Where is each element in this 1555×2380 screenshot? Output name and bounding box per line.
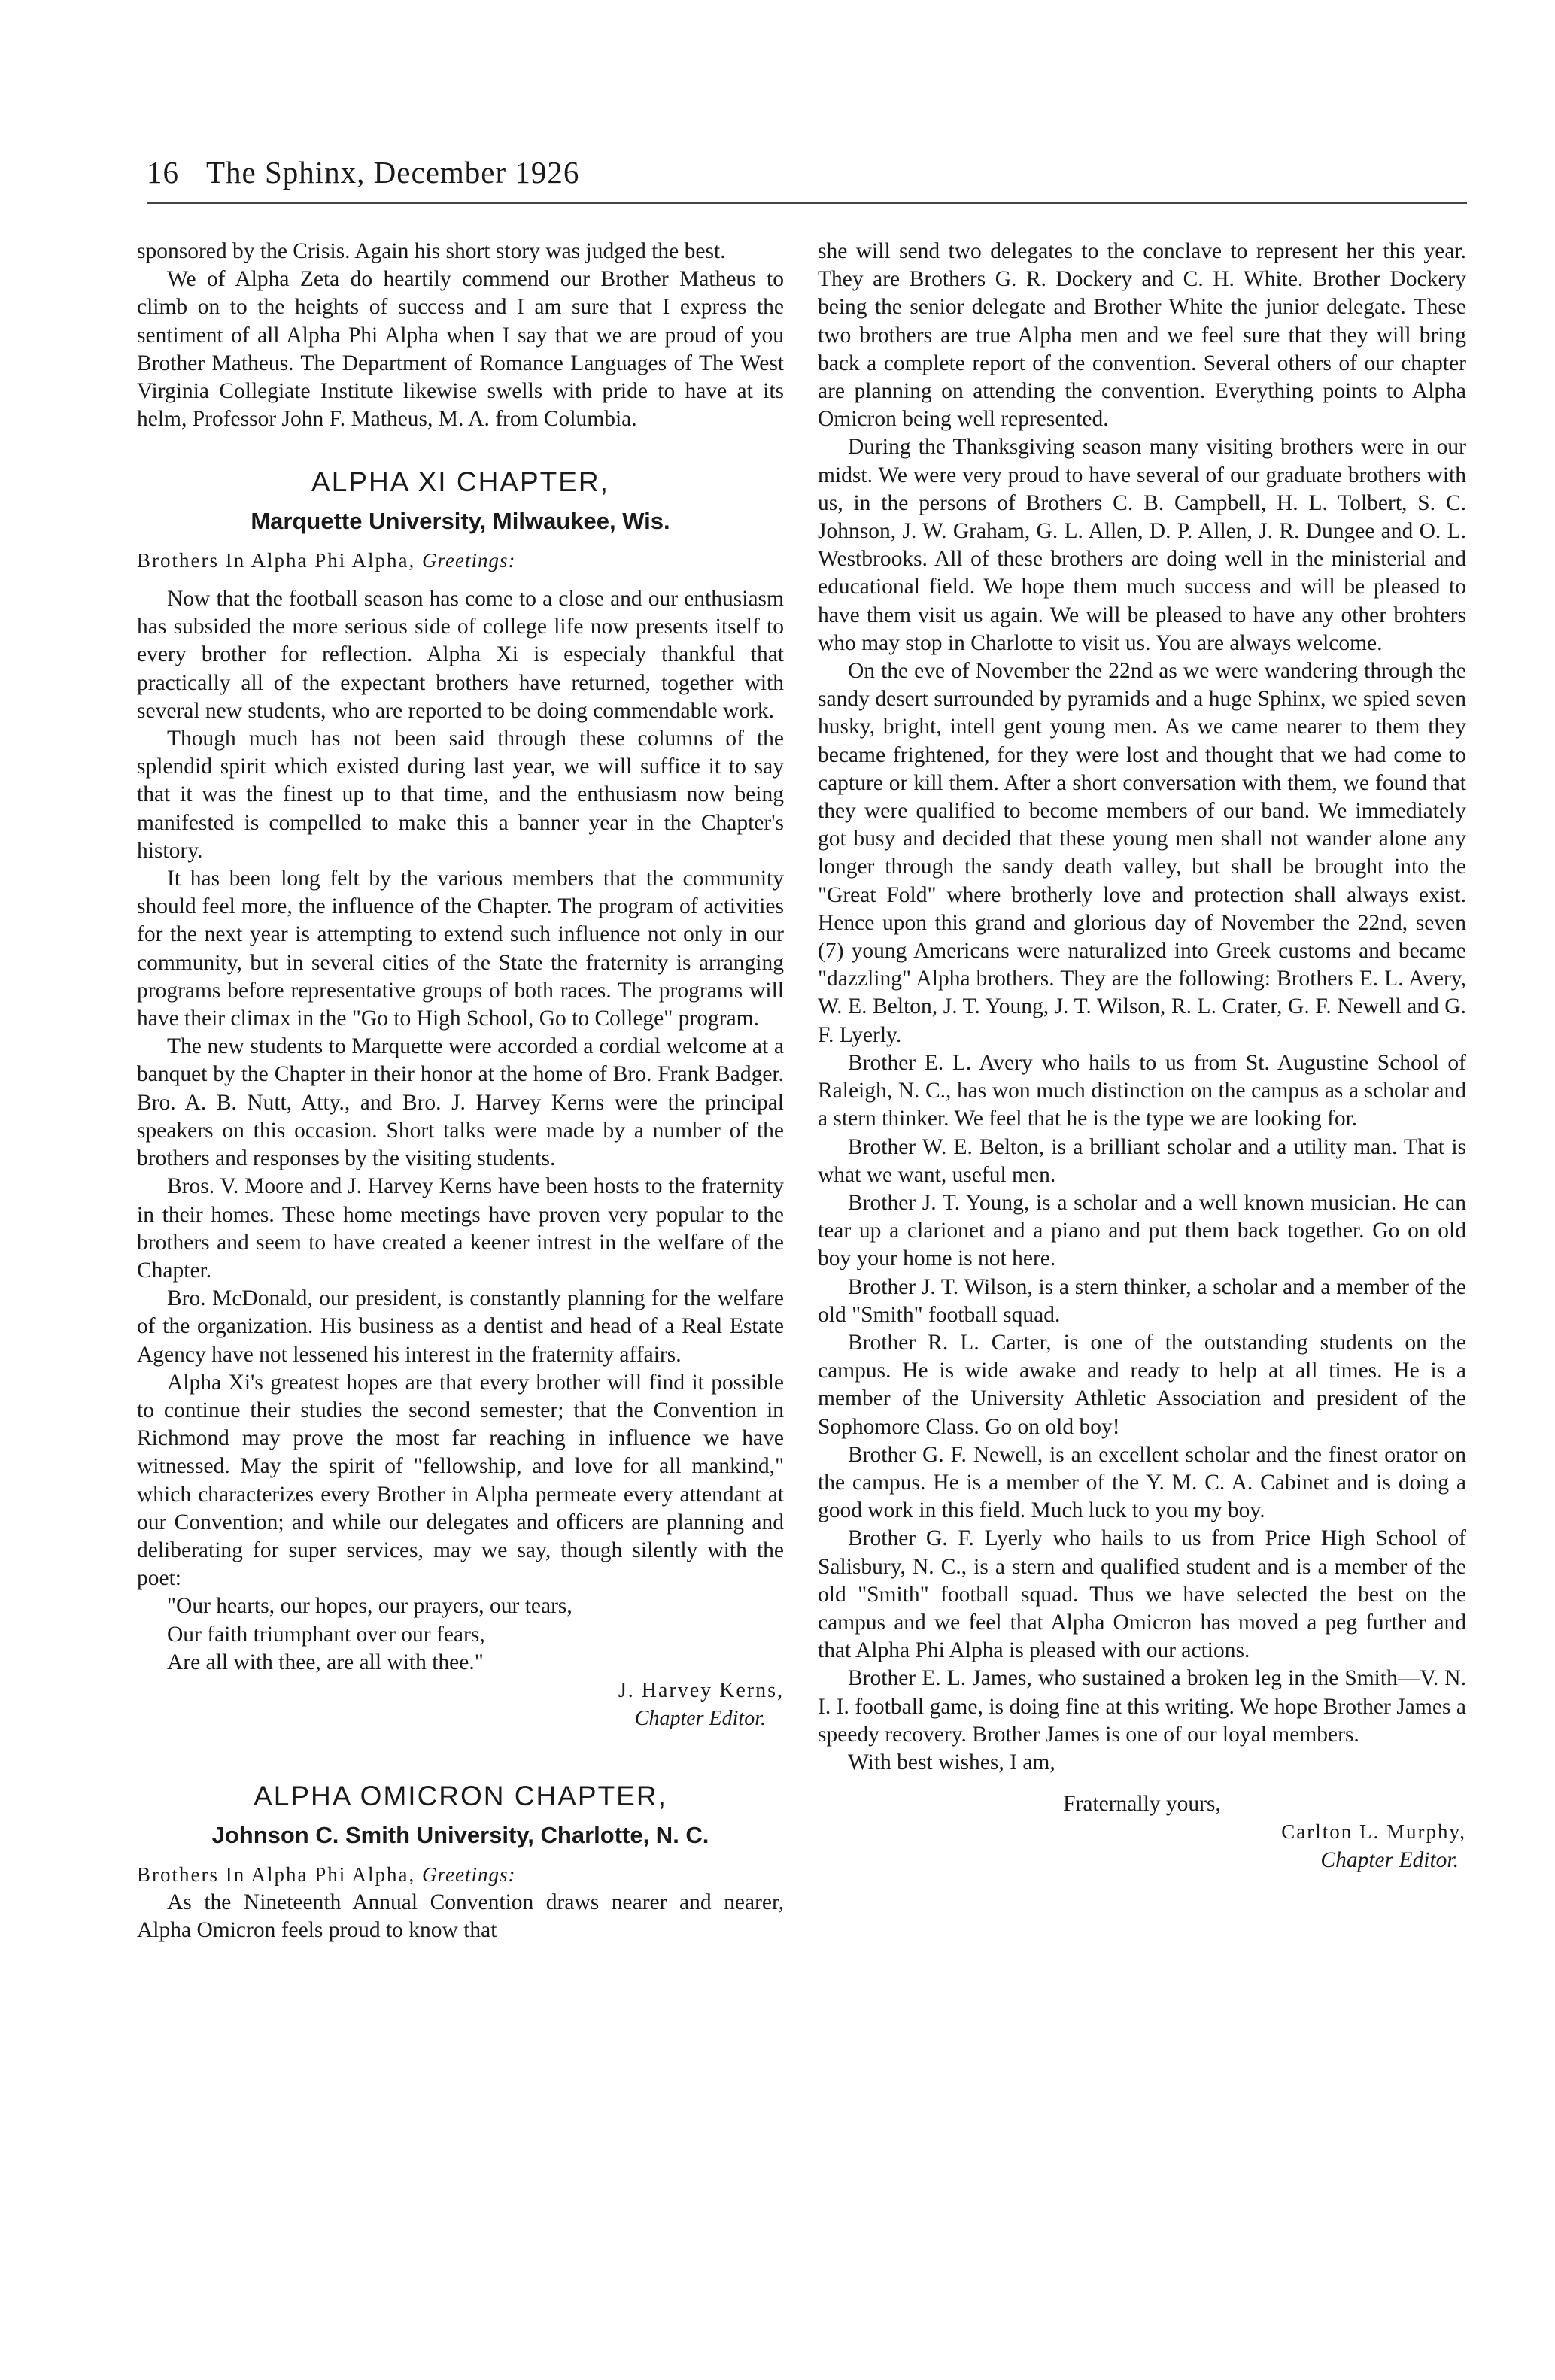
paragraph: We of Alpha Zeta do heartily commend our Brother Matheus to climb on to the heights of success and I am sure that I express the sentiment of all Alpha Phi Alpha when I say that we are proud of you Brother Matheus. The Department of Romance Languages of The West Virginia Collegiate Institute likewise swells with pride to have at its helm, Professor John F. Matheus, M. A. from Columbia. [137,267,784,432]
poem-line: Are all with thee, are all with thee." [167,1650,484,1674]
paragraph: Now that the football season has come to a close and our enthusiasm has subsided the more serious side of college life now presents itself to every brother for reflection. Alpha Xi is especialy thankful that practically all of the expectant brothers have returned, together with several new students, who are reported to be doing commendable work. [137,587,784,723]
right-column [818,238,1466,1875]
paragraph: Brother J. T. Young, is a scholar and a well known musician. He can tear up a clarionet and a piano and put them back together. Go on old boy your home is not here. [818,1190,1466,1271]
paragraph: Brother J. T. Wilson, is a stern thinker, a scholar and a member of the old "Smith" football squad. [818,1274,1466,1327]
alpha-omicron-signature-role [818,1847,1466,1875]
paragraph: During the Thanksgiving season many visiting brothers were in our midst. We were very proud to have several of our graduate brothers with us, in the persons of Brothers C. B. Campbell, H. L. Tolbert, S. C. Johnson, J. W. Graham, G. L. Allen, D. P. Allen, J. R. Dungee and O. L. Westbrooks. All of these brothers are doing well in the ministerial and educational field. We hope them much success and will be pleased to have them visit us again. We will be pleased to have any other brohters who may stop in Charlotte to visit us. You are always welcome. [818,435,1466,655]
poem-line: "Our hearts, our hopes, our prayers, our tears, [167,1594,572,1619]
alpha-xi-title: ALPHA XI CHAPTER, [311,466,609,498]
paragraph: Bro. McDonald, our president, is constantly planning for the welfare of the organization. His business as a dentist and head of a Real Estate Agency have not lessened his interest in the fraternity affairs. [137,1286,784,1367]
salutation-text: Brothers In Alpha Phi Alpha, [137,548,416,572]
paragraph: The new students to Marquette were accorded a cordial welcome at a banquet by the Chapter in their honor at the home of Bro. Frank Badger. Bro. A. B. Nutt, Atty., and Bro. J. Harvey Kerns were the principal speakers on this occasion. Short talks were made by a number of the brothers and responses by the visiting students. [137,1034,784,1171]
paragraph: Brother G. F. Newell, is an excellent scholar and the finest orator on the campus. He is a member of the Y. M. C. A. Cabinet and is doing a good work in this field. Much luck to you my boy. [818,1442,1466,1523]
paragraph: It has been long felt by the various members that the community should feel more, the influence of the Chapter. The program of activities for the next year is attempting to extend such influence not only in our community, but in several cities of the State the fraternity is arranging programs before representative groups of both races. The programs will have their climax in the "Go to High School, Go to College" program. [137,867,784,1031]
left-column [137,238,784,1944]
signature-name: Carlton L. Murphy, [1281,1820,1466,1844]
alpha-omicron-university: Johnson C. Smith University, Charlotte, N. C. [211,1821,709,1848]
alpha-omicron-title: ALPHA OMICRON CHAPTER, [254,1780,667,1812]
alpha-omicron-signature [818,1818,1466,1846]
paragraph: Brother W. E. Belton, is a brilliant scholar and a utility man. That is what we want, useful men. [818,1134,1466,1187]
signature-role: Chapter Editor. [634,1707,766,1731]
paragraph: she will send two delegates to the conclave to represent her this year. They are Brothers G. R. Dockery and C. H. White. Brother Dockery being the senior delegate and Brother White the junior delegate. These two brothers are true Alpha men and we feel sure that they will bring back a complete report of the convention. Several others of our chapter are planning on attending the convention. Everything points to Alpha Omicron being well represented. [818,239,1466,432]
poem-quote [167,1592,784,1677]
alpha-xi-signature [137,1677,784,1705]
paragraph: Brother E. L. Avery who hails to us from St. Augustine School of Raleigh, N. C., has won much distinction on the campus as a scholar and a stern thinker. We feel that he is the type we are looking for. [818,1050,1466,1131]
paragraph: Brother G. F. Lyerly who hails to us from Price High School of Salisbury, N. C., is a stern and qualified student and is a member of the old "Smith" football squad. Thus we have selected the best on the campus and we feel that Alpha Omicron has moved a peg further and that Alpha Phi Alpha is pleased with our actions. [818,1526,1466,1663]
signature-role: Chapter Editor. [1320,1847,1459,1872]
paragraph: Brother R. L. Carter, is one of the outstanding students on the campus. He is wide awake and ready to help at all times. He is a member of the University Athletic Association and president of the Sophomore Class. Go on old boy! [818,1330,1466,1439]
salutation-greeting: Greetings: [421,548,516,572]
poem-line: Our faith triumphant over our fears, [167,1622,485,1647]
alpha-omicron-salutation [137,1861,784,1889]
publication-title: The Sphinx, December 1926 [206,155,580,190]
alpha-xi-signature-role [137,1705,784,1732]
alpha-xi-university: Marquette University, Milwaukee, Wis. [251,507,670,534]
paragraph: Though much has not been said through these columns of the splendid spirit which existed during last year, we will suffice it to say that it was the finest up to that time, and the enthusiasm now being manifested is compelled to make this a banner year in the Chapter's history. [137,727,784,863]
signature-name: J. Harvey Kerns, [618,1678,784,1702]
running-header [147,154,1467,204]
page-number: 16 [147,155,179,190]
closing-line: Fraternally yours, [1063,1792,1221,1817]
paragraph: Alpha Xi's greatest hopes are that every brother will find it possible to continue their studies the second semester; that the Convention in Richmond may prove the most far reaching in influence we have witnessed. May the spirit of "fellowship, and love for all mankind," which characterizes every Brother in Alpha permeate every attendant at our Convention; and while our delegates and officers are planning and deliberating for super services, may we say, though silently with the poet: [137,1370,784,1591]
alpha-xi-salutation [137,547,784,575]
salutation-greeting: Greetings: [421,1862,516,1886]
paragraph: Brother E. L. James, who sustained a broken leg in the Smith—V. N. I. I. football game, is doing fine at this writing. We hope Brother James a speedy recovery. Brother James is one of our loyal members. [818,1666,1466,1747]
paragraph: On the eve of November the 22nd as we were wandering through the sandy desert surrounded by pyramids and a huge Sphinx, we spied seven husky, bright, intell gent young men. As we came nearer to them they became frightened, for they were lost and thought that we had come to capture or kill them. After a short conversation with them, we found that they were qualified to become members of our band. We immediately got busy and decided that these young men shall not wander alone any longer through the sandy death valley, but shall be brought into the "Great Fold" where brotherly love and protection shall always exist. Hence upon this grand and glorious day of November the 22nd, seven (7) young Americans were naturalized into Greek customs and became "dazzling" Alpha brothers. They are the following: Brothers E. L. Avery, W. E. Belton, J. T. Young, J. T. Wilson, R. L. Crater, G. F. Newell and G. F. Lyerly. [818,659,1466,1047]
paragraph: Bros. V. Moore and J. Harvey Kerns have been hosts to the fraternity in their homes. These home meetings have proven very popular to the brothers and seem to have created a keener intrest in the welfare of the Chapter. [137,1174,784,1283]
paragraph: As the Nineteenth Annual Convention draws nearer and nearer, Alpha Omicron feels proud to know that [137,1890,784,1943]
paragraph: With best wishes, I am, [848,1750,1055,1774]
paragraph: sponsored by the Crisis. Again his short story was judged the best. [137,239,726,263]
salutation-text: Brothers In Alpha Phi Alpha, [137,1862,416,1886]
